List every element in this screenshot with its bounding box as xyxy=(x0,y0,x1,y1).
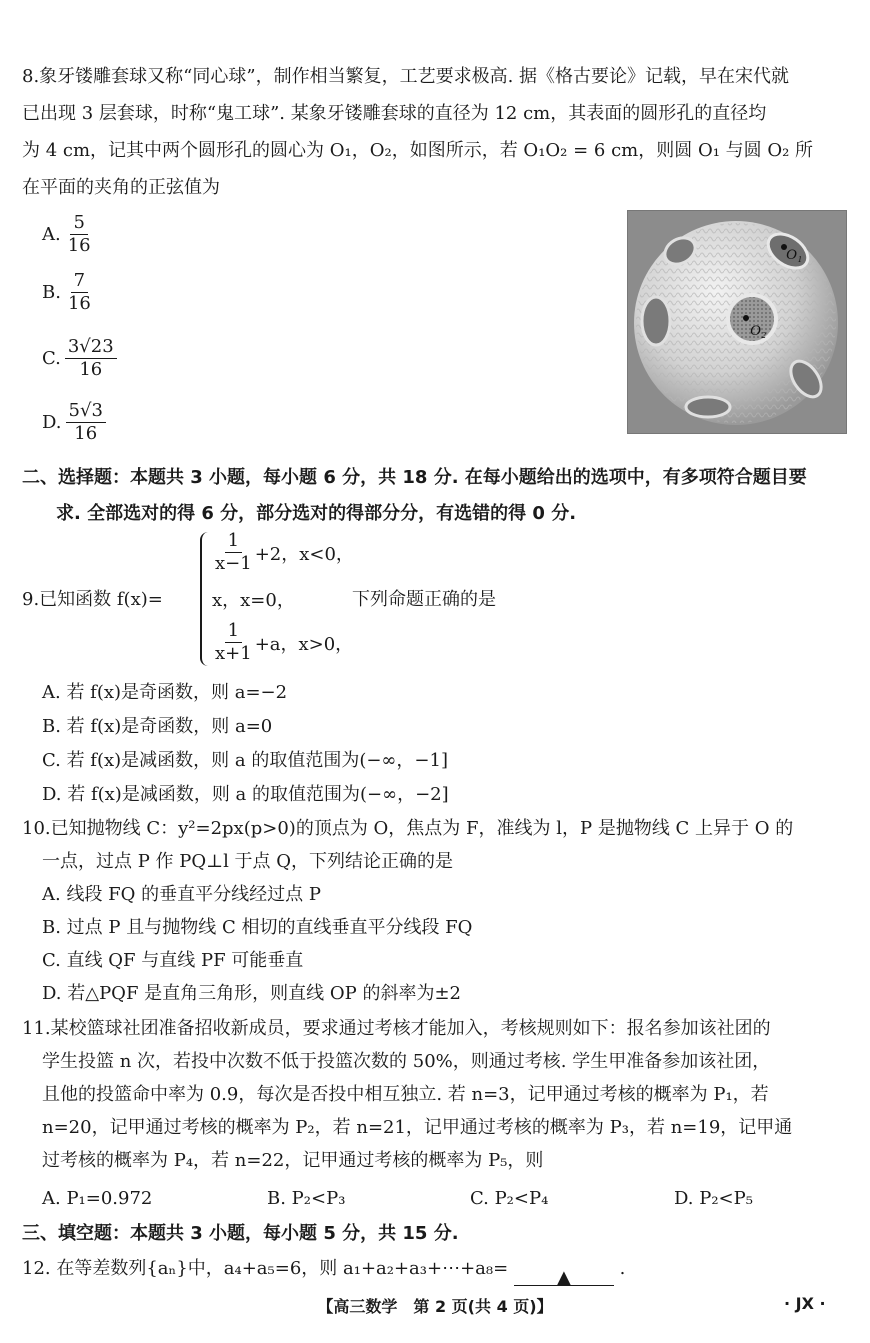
option-label: C. xyxy=(42,348,61,369)
q11-option-a: A. P₁=0.972 xyxy=(42,1188,153,1209)
q11-options xyxy=(22,1182,852,1215)
option-label: A. xyxy=(42,224,61,245)
q11-option-b: B. P₂<P₃ xyxy=(267,1188,346,1209)
page-footer: 【高三数学 第 2 页(共 4 页)】 xyxy=(317,1297,553,1316)
fraction: $\frac{5}{16}$ xyxy=(67,212,91,256)
q9-option-c: C. 若 f(x)是减函数，则 a 的取值范围为(−∞，−1] xyxy=(42,750,448,771)
q9-option-a: A. 若 f(x)是奇函数，则 a=−2 xyxy=(42,682,288,703)
footer-code: · JX · xyxy=(784,1294,826,1313)
q10-option-a: A. 线段 FQ 的垂直平分线经过点 P xyxy=(42,884,321,905)
q8-option-c xyxy=(42,336,117,381)
fraction: $\frac{5√3}{16}$ xyxy=(66,400,106,445)
q8-line-2: 已出现 3 层套球，时称“鬼工球”. 某象牙镂雕套球的直径为 12 cm，其表面的圆形孔的直径均 xyxy=(22,103,767,124)
q10-line-1: 10.已知抛物线 C：y²=2px(p>0)的顶点为 O，焦点为 F，准线为 l，P 是抛物线 C 上异于 O 的 xyxy=(22,818,794,839)
question-10 xyxy=(22,812,852,1010)
q8-option-d xyxy=(42,400,106,445)
ivory-ball-illustration xyxy=(628,211,846,433)
fraction: $\frac{3√23}{16}$ xyxy=(65,336,117,381)
answer-blank[interactable] xyxy=(514,1261,614,1286)
q11-line-4: n=20，记甲通过考核的概率为 P₂，若 n=21，记甲通过考核的概率为 P₃，若 n=19，记甲通 xyxy=(42,1117,793,1138)
label-o2: O₂ xyxy=(750,323,767,339)
q9-case-2: x，x=0， xyxy=(212,590,295,611)
ivory-ball-figure xyxy=(627,210,847,434)
q8-line-3: 为 4 cm，记其中两个圆形孔的圆心为 O₁，O₂，如图所示，若 O₁O₂ = 6 cm，则圆 O₁ 与圆 O₂ 所 xyxy=(22,140,814,161)
question-9-function xyxy=(22,528,852,670)
q11-line-2: 学生投篮 n 次，若投中次数不低于投篮次数的 50%，则通过考核. 学生甲准备参加该社团， xyxy=(42,1051,771,1072)
option-label: D. xyxy=(42,412,62,433)
hole-left xyxy=(642,297,670,345)
q12-text: 12. 在等差数列{aₙ}中，a₄+a₅=6，则 a₁+a₂+a₃+⋯+a₈= xyxy=(22,1258,509,1279)
q10-option-c: C. 直线 QF 与直线 PF 可能垂直 xyxy=(42,950,304,971)
q10-option-b: B. 过点 P 且与抛物线 C 相切的直线垂直平分线段 FQ xyxy=(42,917,473,938)
q11-line-3: 且他的投篮命中率为 0.9，每次是否投中相互独立. 若 n=3，记甲通过考核的概率为 P₁，若 xyxy=(42,1084,769,1105)
q9-prefix: 9.已知函数 f(x)= xyxy=(22,589,163,610)
center-point-o2 xyxy=(743,315,749,321)
section-3-heading: 三、填空题：本题共 3 小题，每小题 5 分，共 15 分. xyxy=(22,1223,459,1244)
q8-option-a xyxy=(42,212,94,257)
q9-suffix: 下列命题正确的是 xyxy=(352,589,496,610)
option-label: B. xyxy=(42,282,61,303)
section-2-heading: 二、选择题：本题共 3 小题，每小题 6 分，共 18 分. 在每小题给出的选项中，有多项符合题目要 求. 全部选对的得 6 分，部分选对的得部分分，有选错的得 0 分. xyxy=(22,467,807,524)
q9-case-3: $\frac{1}{x+1}$ +a，x>0， xyxy=(215,620,354,664)
question-11 xyxy=(22,1012,852,1177)
question-8 xyxy=(22,58,852,206)
q9-option-d: D. 若 f(x)是减函数，则 a 的取值范围为(−∞，−2] xyxy=(42,784,449,805)
q8-line-4: 在平面的夹角的正弦值为 xyxy=(22,177,220,198)
q9-options xyxy=(22,676,852,812)
triangle-icon: ▲ xyxy=(557,1267,571,1288)
q11-option-d: D. P₂<P₅ xyxy=(674,1188,753,1209)
question-12: 12. 在等差数列{aₙ}中，a₄+a₅=6，则 a₁+a₂+a₃+⋯+a₈= ▲ . xyxy=(22,1258,626,1288)
fraction: $\frac{7}{16}$ xyxy=(67,270,91,314)
q11-line-5: 过考核的概率为 P₄，若 n=22，记甲通过考核的概率为 P₅，则 xyxy=(42,1150,544,1171)
q11-line-1: 11.某校篮球社团准备招收新成员，要求通过考核才能加入，考核规则如下：报名参加该社团的 xyxy=(22,1018,771,1039)
q10-option-d: D. 若△PQF 是直角三角形，则直线 OP 的斜率为±2 xyxy=(42,983,461,1004)
q8-line-1: 8.象牙镂雕套球又称“同心球”，制作相当繁复，工艺要求极高. 据《格古要论》记载，早在宋代就 xyxy=(22,66,790,87)
label-o1: O₁ xyxy=(786,247,803,263)
q8-option-b xyxy=(42,270,94,315)
q9-option-b: B. 若 f(x)是奇函数，则 a=0 xyxy=(42,716,273,737)
piecewise-brace xyxy=(200,532,212,666)
q10-line-2: 一点，过点 P 作 PQ⊥l 于点 Q，下列结论正确的是 xyxy=(42,851,454,872)
q9-case-1: $\frac{1}{x-1}$ +2，x<0， xyxy=(215,530,354,574)
hole-bottom xyxy=(686,397,730,417)
q11-option-c: C. P₂<P₄ xyxy=(470,1188,549,1209)
